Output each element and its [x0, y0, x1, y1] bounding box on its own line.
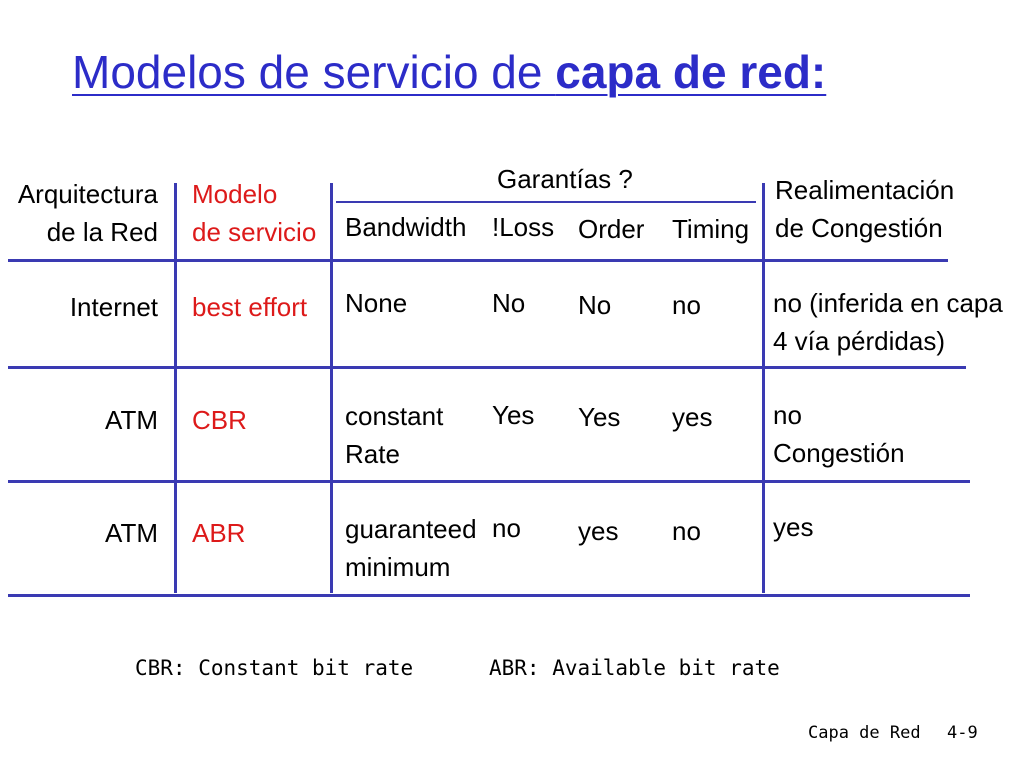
row-loss: No: [492, 288, 526, 318]
row-order: Yes: [578, 402, 621, 432]
row-divider-header: [8, 259, 948, 262]
row-divider-1: [8, 366, 966, 369]
slide-title-plain: Modelos de servicio de: [72, 46, 556, 98]
row-timing: yes: [672, 402, 713, 432]
header-order: Order: [578, 214, 645, 244]
row-arch: Internet: [69, 292, 158, 322]
row-bandwidth-line2: minimum: [345, 552, 451, 582]
row-divider-3: [8, 594, 970, 597]
column-divider-guarantees: [762, 183, 765, 593]
column-divider-model: [330, 183, 333, 593]
row-bandwidth-line1: constant: [345, 401, 444, 431]
row-order: No: [578, 290, 612, 320]
header-loss: !Loss: [492, 212, 555, 242]
footer-chapter: Capa de Red: [808, 723, 921, 743]
row-timing: no: [672, 290, 701, 320]
header-feedback-line2: de Congestión: [775, 213, 943, 243]
row-feedback-line1: no: [773, 400, 802, 430]
legend-cbr: CBR: Constant bit rate: [135, 656, 414, 680]
row-model: best effort: [192, 292, 308, 322]
row-order: yes: [578, 516, 619, 546]
row-divider-2: [8, 480, 970, 483]
row-loss: no: [492, 513, 521, 543]
row-model: CBR: [192, 405, 247, 435]
legend-abr: ABR: Available bit rate: [489, 656, 780, 680]
row-loss: Yes: [492, 400, 535, 430]
row-feedback-line2: Congestión: [773, 438, 905, 468]
row-arch: ATM: [105, 518, 158, 548]
footer-page-number: 4-9: [947, 723, 978, 743]
header-arch-line2: de la Red: [46, 217, 158, 247]
slide-title: [72, 44, 826, 100]
row-feedback-line1: no (inferida en capa: [773, 288, 1003, 318]
header-timing: Timing: [672, 214, 750, 244]
column-divider-arch: [174, 183, 177, 593]
row-timing: no: [672, 516, 701, 546]
slide-title-bold: capa de red:: [555, 46, 827, 98]
row-model: ABR: [192, 518, 246, 548]
header-bandwidth: Bandwidth: [345, 212, 467, 242]
row-bandwidth-line2: Rate: [345, 439, 400, 469]
header-model-line2: de servicio: [192, 217, 317, 247]
guarantees-underline: [336, 201, 756, 203]
header-model-line1: Modelo: [192, 179, 278, 209]
header-feedback-line1: Realimentación: [775, 175, 955, 205]
row-bandwidth-line1: None: [345, 288, 408, 318]
row-feedback-line1: yes: [773, 512, 814, 542]
row-arch: ATM: [105, 405, 158, 435]
row-feedback-line2: 4 vía pérdidas): [773, 326, 945, 356]
row-bandwidth-line1: guaranteed: [345, 514, 477, 544]
guarantees-header: Garantías ?: [497, 164, 633, 194]
header-arch-line1: Arquitectura: [17, 179, 158, 209]
